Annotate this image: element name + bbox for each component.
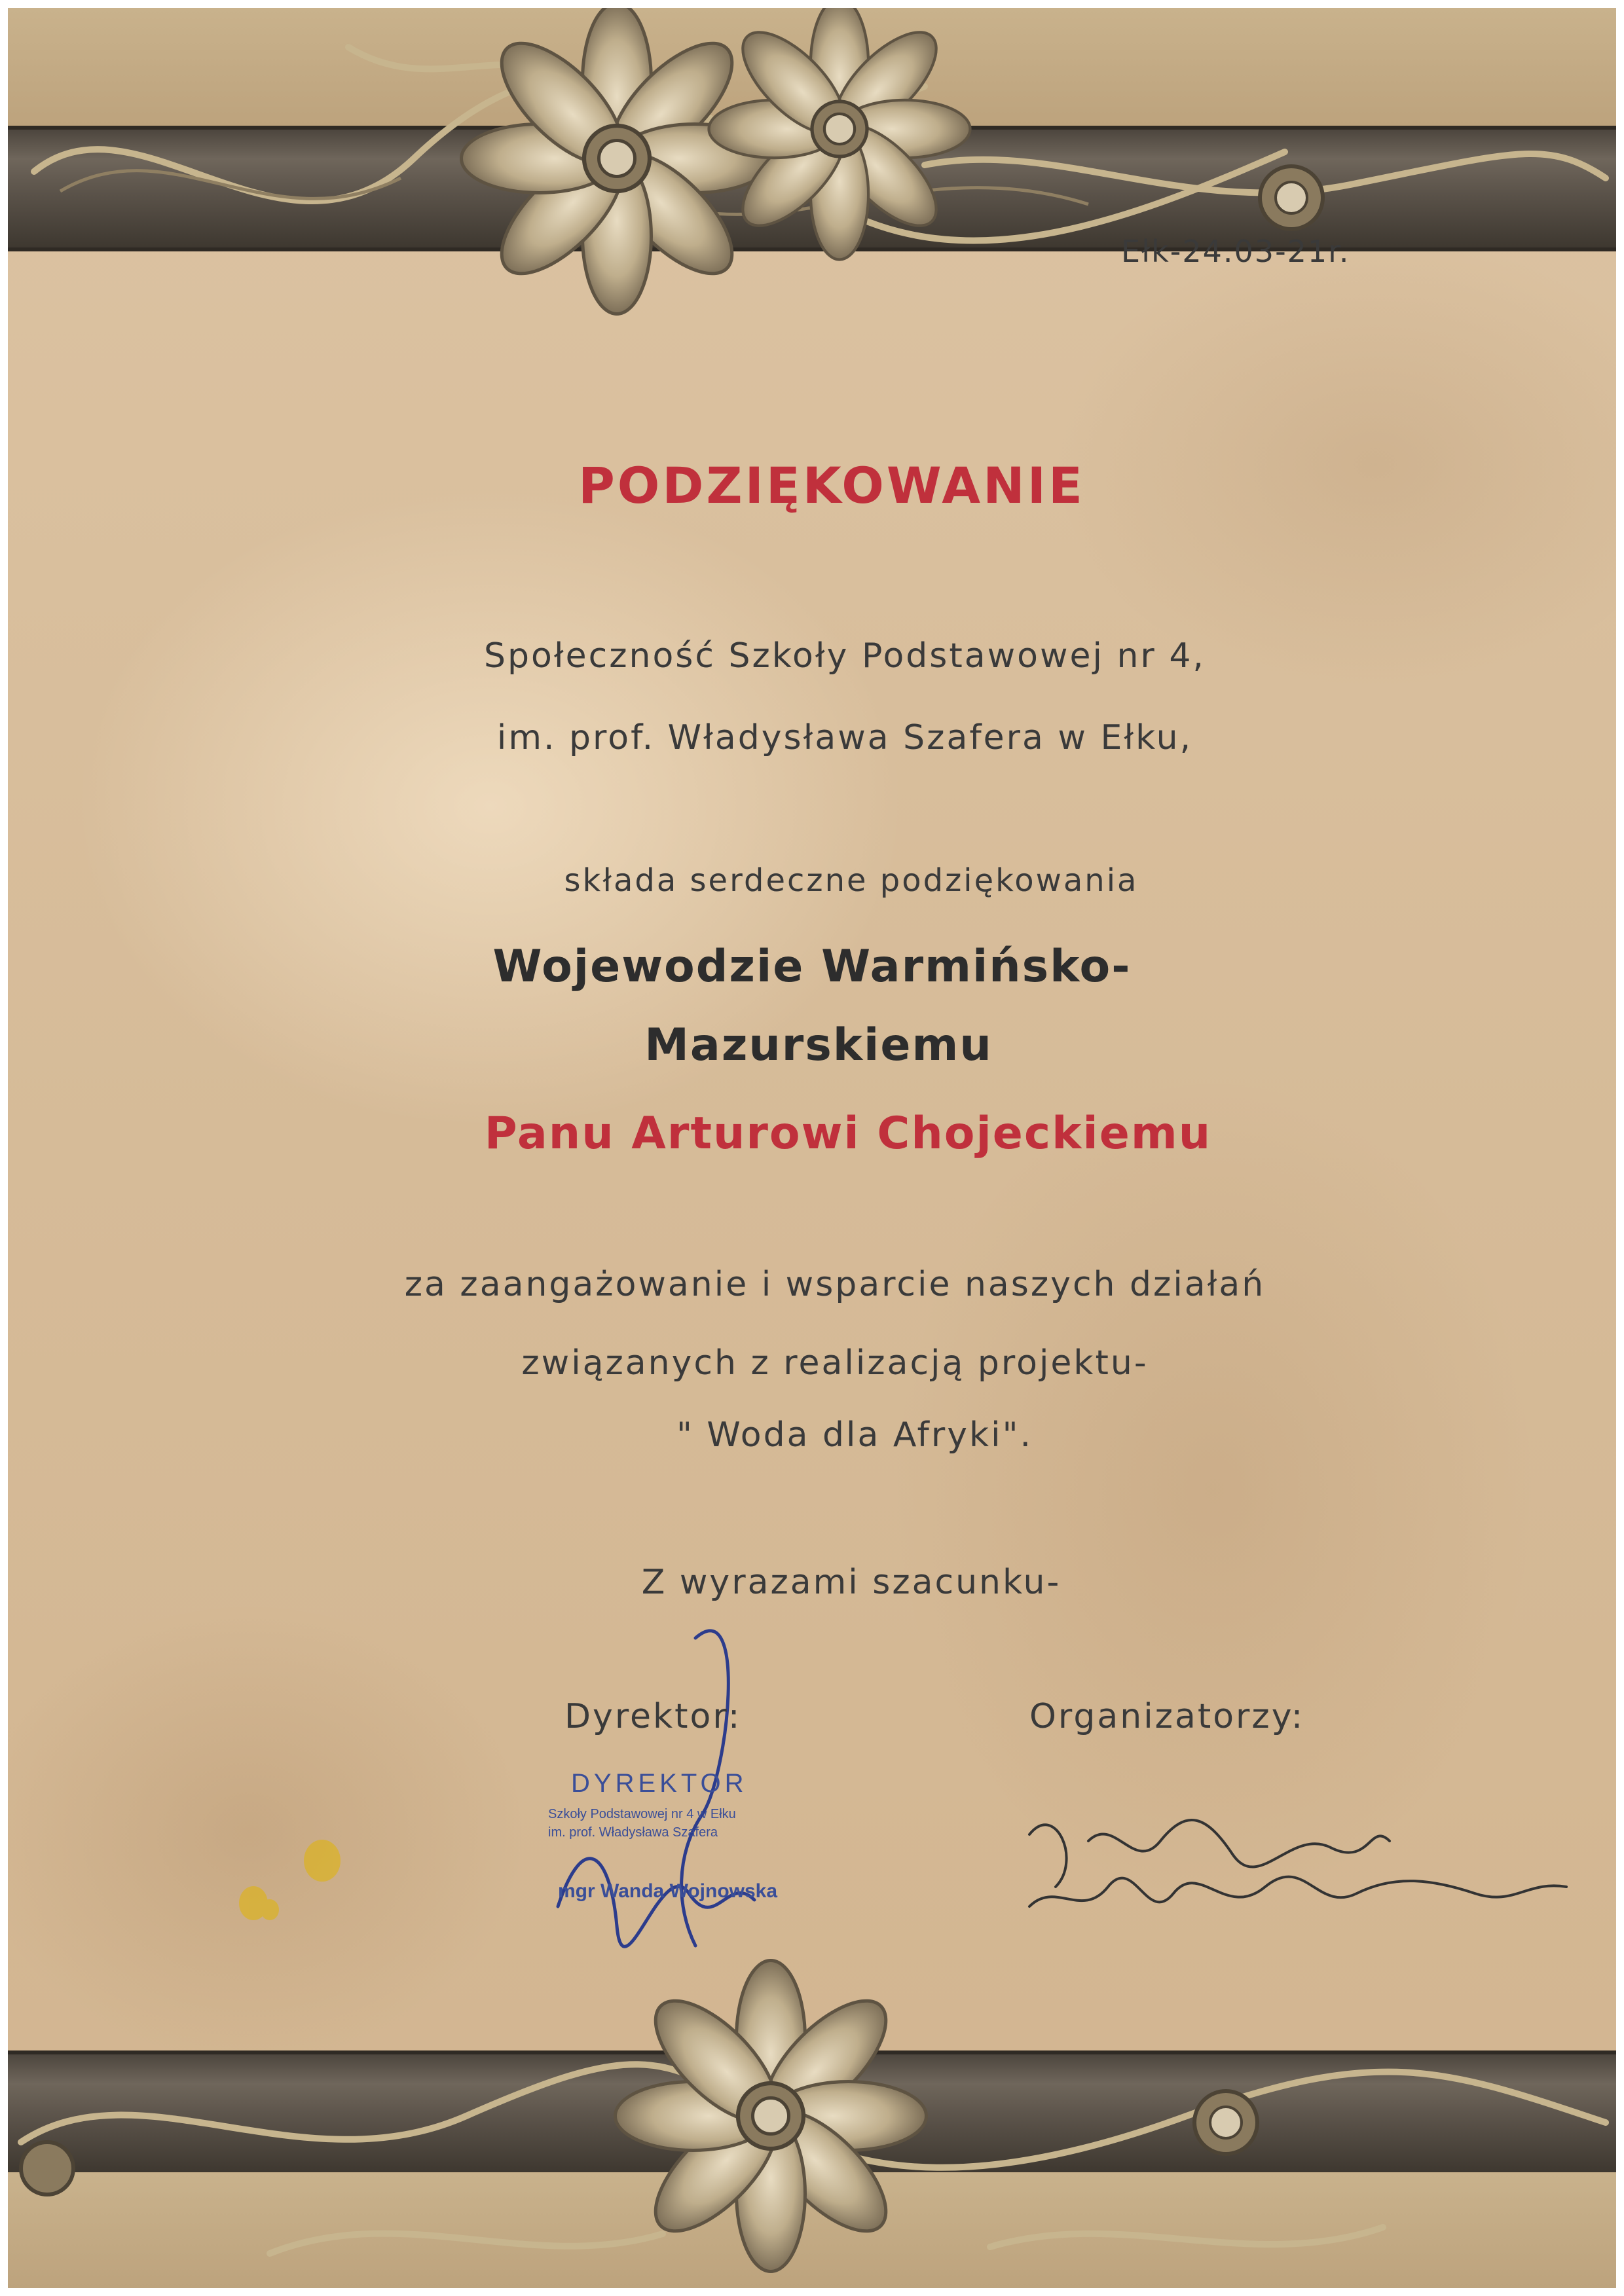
intro-line-1: Społeczność Szkoły Podstawowej nr 4, [484, 636, 1206, 676]
stamp-school-line: Szkoły Podstawowej nr 4 w Ełku [548, 1807, 736, 1821]
stamp-director-name: mgr Wanda Wojnowska [558, 1880, 778, 1902]
certificate-paper [8, 8, 1616, 2288]
director-label: Dyrektor: [564, 1697, 742, 1736]
organizers-label: Organizatorzy: [1029, 1697, 1305, 1736]
body-line-1: za zaangażowanie i wsparcie naszych działań [404, 1265, 1266, 1304]
intro-line-3: składa serdeczne podziękowania [564, 862, 1139, 899]
stamp-patron-line: im. prof. Władysława Szafera [548, 1825, 718, 1840]
body-line-3: " Woda dla Afryki". [676, 1415, 1033, 1455]
certificate-title: PODZIĘKOWANIE [578, 456, 1085, 515]
director-stamp [545, 1769, 820, 1920]
body-line-2: związanych z realizacją projektu- [521, 1343, 1149, 1383]
recipient-line-2: Mazurskiemu [644, 1019, 993, 1071]
recipient-line-1: Wojewodzie Warmińsko- [492, 941, 1132, 993]
stamp-title: DYREKTOR [571, 1769, 748, 1798]
recipient-name: Panu Arturowi Chojeckiemu [484, 1108, 1212, 1159]
certificate-date: Ełk-24.03-21r. [1121, 234, 1350, 269]
intro-line-2: im. prof. Władysława Szafera w Ełku, [496, 718, 1193, 757]
closing-text: Z wyrazami szacunku- [641, 1563, 1061, 1602]
